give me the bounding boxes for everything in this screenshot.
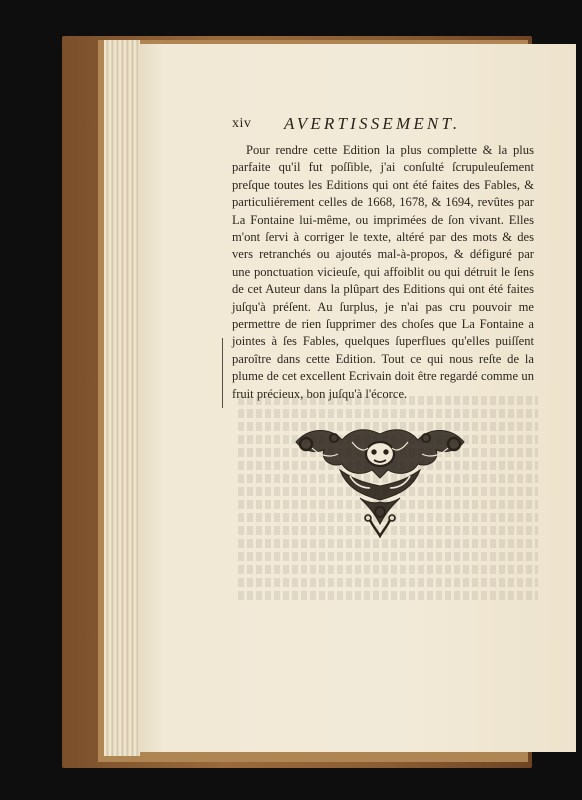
margin-mark <box>222 338 223 408</box>
floral-tailpiece-ornament-icon <box>290 420 470 538</box>
page-number: xiv <box>232 116 252 131</box>
running-title: AVERTISSEMENT. <box>284 114 461 133</box>
page-header <box>232 116 532 138</box>
body-paragraph: Pour rendre cette Edition la plus complette & la plus parfaite qu'il fut poſſible, j'ai conſulté ſcrupuleuſement preſque toutes les Editions qui ont été faites des Fables, & particuliérement celles de 1668, 1678, & 1694, revûtes par La Fontaine lui-même, ou imprimées de ſon vivant. Elles m'ont ſervi à corriger le texte, altéré par des mots & des vers retranchés ou ajoutés mal-à-propos, & défiguré par une ponctuation vicieuſe, qui affoiblit ou qui détruit le ſens de cet Auteur dans la plûpart des Editions qui ont été faites juſqu'à préſent. Au ſurplus, je n'ai pas cru pouvoir me permettre de rien ſupprimer des choſes que La Fontaine a jointes à ſes Fables, quelques ſuperflues qu'elles puiſſent paroître dans cette Edition. Tout ce qui nous reſte de la plume de cet excellent Ecrivain doit être regardé comme un fruit précieux, bon juſqu'à l'écorce. <box>232 143 534 401</box>
page-edges <box>104 40 140 756</box>
